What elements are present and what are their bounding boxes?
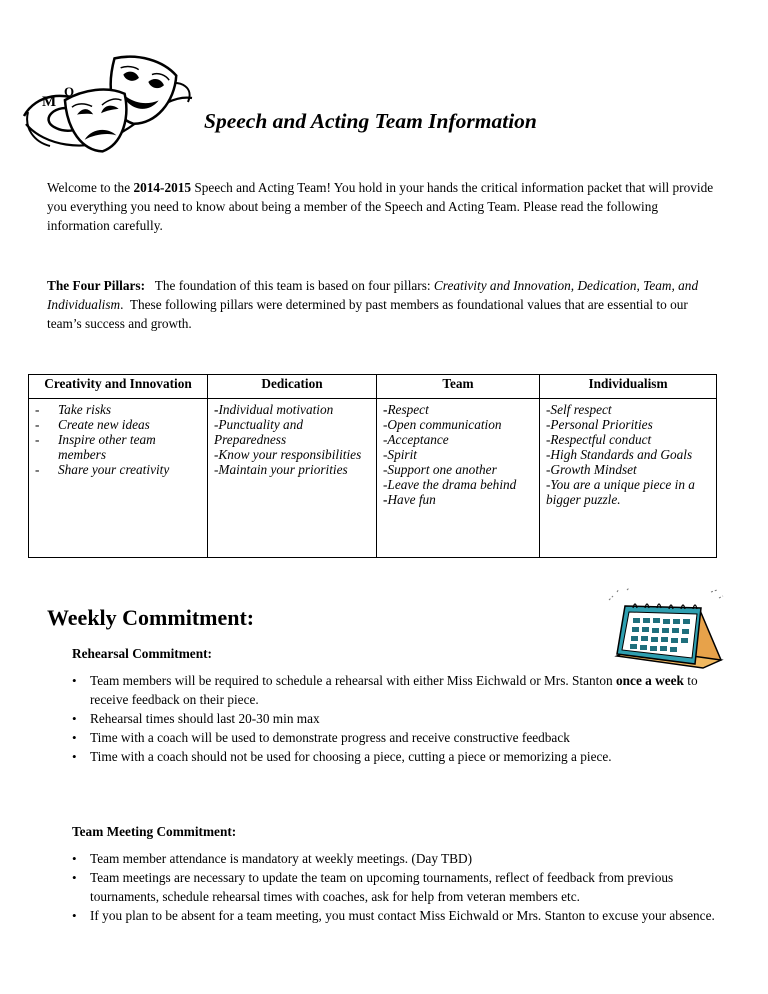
- svg-text:M: M: [42, 94, 57, 110]
- individualism-cell: [540, 399, 717, 558]
- list-item: -Leave the drama behind: [383, 477, 517, 492]
- list-item: • Team members will be required to schedule a rehearsal with either Miss Eichwald or Mrs. Stanton once a week to receive feedback on their piece.: [72, 671, 732, 709]
- list-item: -Personal Priorities: [546, 417, 653, 432]
- list-item: -High Standards and Goals: [546, 447, 693, 462]
- list-item: -Respectful conduct: [546, 432, 652, 447]
- list-item: -Individual motivation: [214, 402, 334, 417]
- list-item: -Growth Mindset: [546, 462, 637, 477]
- list-item: - Share your creativity: [35, 462, 201, 477]
- list-item: - Create new ideas: [35, 417, 201, 432]
- page-title: Speech and Acting Team Information: [204, 109, 537, 133]
- dedication-cell: [208, 399, 377, 558]
- desk-calendar-icon: [607, 586, 725, 672]
- pillars-list: Creativity and Innovation, Dedication, Team, and Individualism: [47, 278, 699, 312]
- creativity-cell: [29, 399, 208, 558]
- list-item: -Open communication: [383, 417, 502, 432]
- table-header-row: [29, 375, 717, 399]
- pillars-label: The Four Pillars:: [47, 278, 145, 293]
- list-item: -Support one another: [383, 462, 497, 477]
- column-header: Team: [377, 375, 540, 399]
- team-cell: [377, 399, 540, 558]
- list-item: -Punctuality and Preparedness: [214, 417, 303, 447]
- column-header: Creativity and Innovation: [29, 375, 208, 399]
- comedy-tragedy-masks-icon: [16, 54, 198, 158]
- list-item: -You are a unique piece in a bigger puzzle.: [546, 477, 695, 507]
- rehearsal-commitment-heading: Rehearsal Commitment:: [72, 646, 212, 661]
- list-item: -Maintain your priorities: [214, 462, 348, 477]
- pillars-paragraph: The Four Pillars: The foundation of this team is based on four pillars: Creativity and Innovation, Dedication, Team, and Individualism. These following pillars were determined by past members as foundational values that are essential to our team’s success and growth.: [47, 278, 699, 331]
- list-item: • Team member attendance is mandatory at weekly meetings. (Day TBD): [72, 849, 732, 868]
- list-item: • If you plan to be absent for a team meeting, you must contact Miss Eichwald or Mrs. Stanton to excuse your absence.: [72, 906, 732, 925]
- list-item: • Rehearsal times should last 20-30 min max: [72, 709, 732, 728]
- team-meeting-commitment-heading: Team Meeting Commitment:: [72, 824, 237, 839]
- list-item: -Have fun: [383, 492, 436, 507]
- list-item: -Acceptance: [383, 432, 449, 447]
- weekly-commitment-heading: Weekly Commitment:: [47, 605, 255, 630]
- column-header: Individualism: [540, 375, 717, 399]
- list-item: -Spirit: [383, 447, 417, 462]
- school-year: 2014-2015: [133, 180, 192, 195]
- list-item: -Respect: [383, 402, 429, 417]
- rehearsal-list: [72, 671, 732, 766]
- column-header: Dedication: [208, 375, 377, 399]
- list-item: • Time with a coach will be used to demonstrate progress and receive constructive feedback: [72, 728, 732, 747]
- list-item: - Take risks: [35, 402, 201, 417]
- list-item: - Inspire other team members: [35, 432, 201, 462]
- meeting-list: [72, 849, 732, 925]
- pillars-table: [28, 374, 717, 558]
- intro-paragraph: Welcome to the 2014-2015 Speech and Acting Team! You hold in your hands the critical information packet that will provide you everything you need to know about being a member of the Speech and Acting Team. Please read the following information carefully.: [47, 180, 714, 233]
- svg-text:O: O: [64, 84, 75, 99]
- list-item: • Team meetings are necessary to update the team on upcoming tournaments, reflect of feedback from previous tournaments, schedule rehearsal times with coaches, ask for help from veteran members etc.: [72, 868, 732, 906]
- list-item: -Know your responsibilities: [214, 447, 362, 462]
- list-item: -Self respect: [546, 402, 612, 417]
- list-item: • Time with a coach should not be used for choosing a piece, cutting a piece or memorizing a piece.: [72, 747, 732, 766]
- table-row: [29, 399, 717, 558]
